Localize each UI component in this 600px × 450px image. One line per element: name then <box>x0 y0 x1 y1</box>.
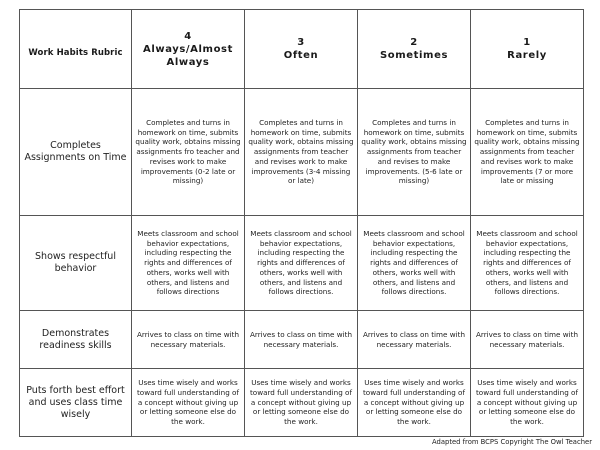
criterion-cell: Demonstrates readiness skills <box>20 311 132 369</box>
descriptor-cell: Arrives to class on time with necessary materials. <box>471 311 584 369</box>
level-name: Rarely <box>507 50 547 61</box>
criterion-cell: Completes Assignments on Time <box>20 89 132 216</box>
corner-title-cell <box>20 10 132 89</box>
descriptor-cell: Completes and turns in homework on time, submits quality work, obtains missing assignments from teacher and revises work to make improvements (7 or more late or missing <box>471 89 584 216</box>
descriptor-cell: Arrives to class on time with necessary materials. <box>358 311 471 369</box>
descriptor-cell: Meets classroom and school behavior expectations, including respecting the rights and differences of others, works well with others, and listens and follows directions. <box>471 216 584 311</box>
descriptor-cell: Uses time wisely and works toward full understanding of a concept without giving up or letting someone else do the work. <box>132 369 245 437</box>
level-name: Sometimes <box>379 50 449 61</box>
level-name: Always/Almost Always <box>143 43 233 68</box>
descriptor-cell: Uses time wisely and works toward full understanding of a concept without giving up or letting someone else do the work. <box>245 369 358 437</box>
work-habits-rubric-table <box>19 9 584 437</box>
descriptor-cell: Completes and turns in homework on time, submits quality work, obtains missing assignments from teacher and revises work to make improvements (3-4 missing or late) <box>245 89 358 216</box>
level-number: 4 <box>184 30 192 42</box>
descriptor-cell: Meets classroom and school behavior expectations, including respecting the rights and differences of others, works well with others, and listens and follows directions. <box>245 216 358 311</box>
copyright-credit: Adapted from BCPS Copyright The Owl Teacher <box>432 438 592 446</box>
level-header-2 <box>358 10 471 89</box>
descriptor-cell: Meets classroom and school behavior expectations, including respecting the rights and differences of others, works well with others, and listens and follows directions. <box>358 216 471 311</box>
header-row <box>20 10 584 89</box>
descriptor-cell: Meets classroom and school behavior expectations, including respecting the rights and differences of others, works well with others, and listens and follows directions <box>132 216 245 311</box>
level-header-1 <box>471 10 584 89</box>
descriptor-cell: Uses time wisely and works toward full understanding of a concept without giving up or letting someone else do the work. <box>358 369 471 437</box>
table-row-respectful-behavior <box>20 216 584 311</box>
descriptor-cell: Arrives to class on time with necessary materials. <box>245 311 358 369</box>
level-name: Often <box>283 50 319 61</box>
rubric-title: Work Habits Rubric <box>28 47 123 58</box>
level-number: 3 <box>297 37 305 48</box>
criterion-cell: Puts forth best effort and uses class time wisely <box>20 369 132 437</box>
level-number: 1 <box>523 37 531 48</box>
descriptor-cell: Uses time wisely and works toward full understanding of a concept without giving up or letting someone else do the work. <box>471 369 584 437</box>
descriptor-cell: Arrives to class on time with necessary materials. <box>132 311 245 369</box>
level-number: 2 <box>410 37 418 48</box>
level-header-4 <box>132 10 245 89</box>
descriptor-cell: Completes and turns in homework on time, submits quality work, obtains missing assignments from teacher and revises to make improvements. (5-6 late or missing) <box>358 89 471 216</box>
criterion-cell: Shows respectful behavior <box>20 216 132 311</box>
table-row-completes-assignments <box>20 89 584 216</box>
descriptor-cell: Completes and turns in homework on time, submits quality work, obtains missing assignments fro teacher and revises work to make improvements (0-2 late or missing) <box>132 89 245 216</box>
level-header-3 <box>245 10 358 89</box>
table-row-readiness-skills <box>20 311 584 369</box>
table-row-best-effort <box>20 369 584 437</box>
